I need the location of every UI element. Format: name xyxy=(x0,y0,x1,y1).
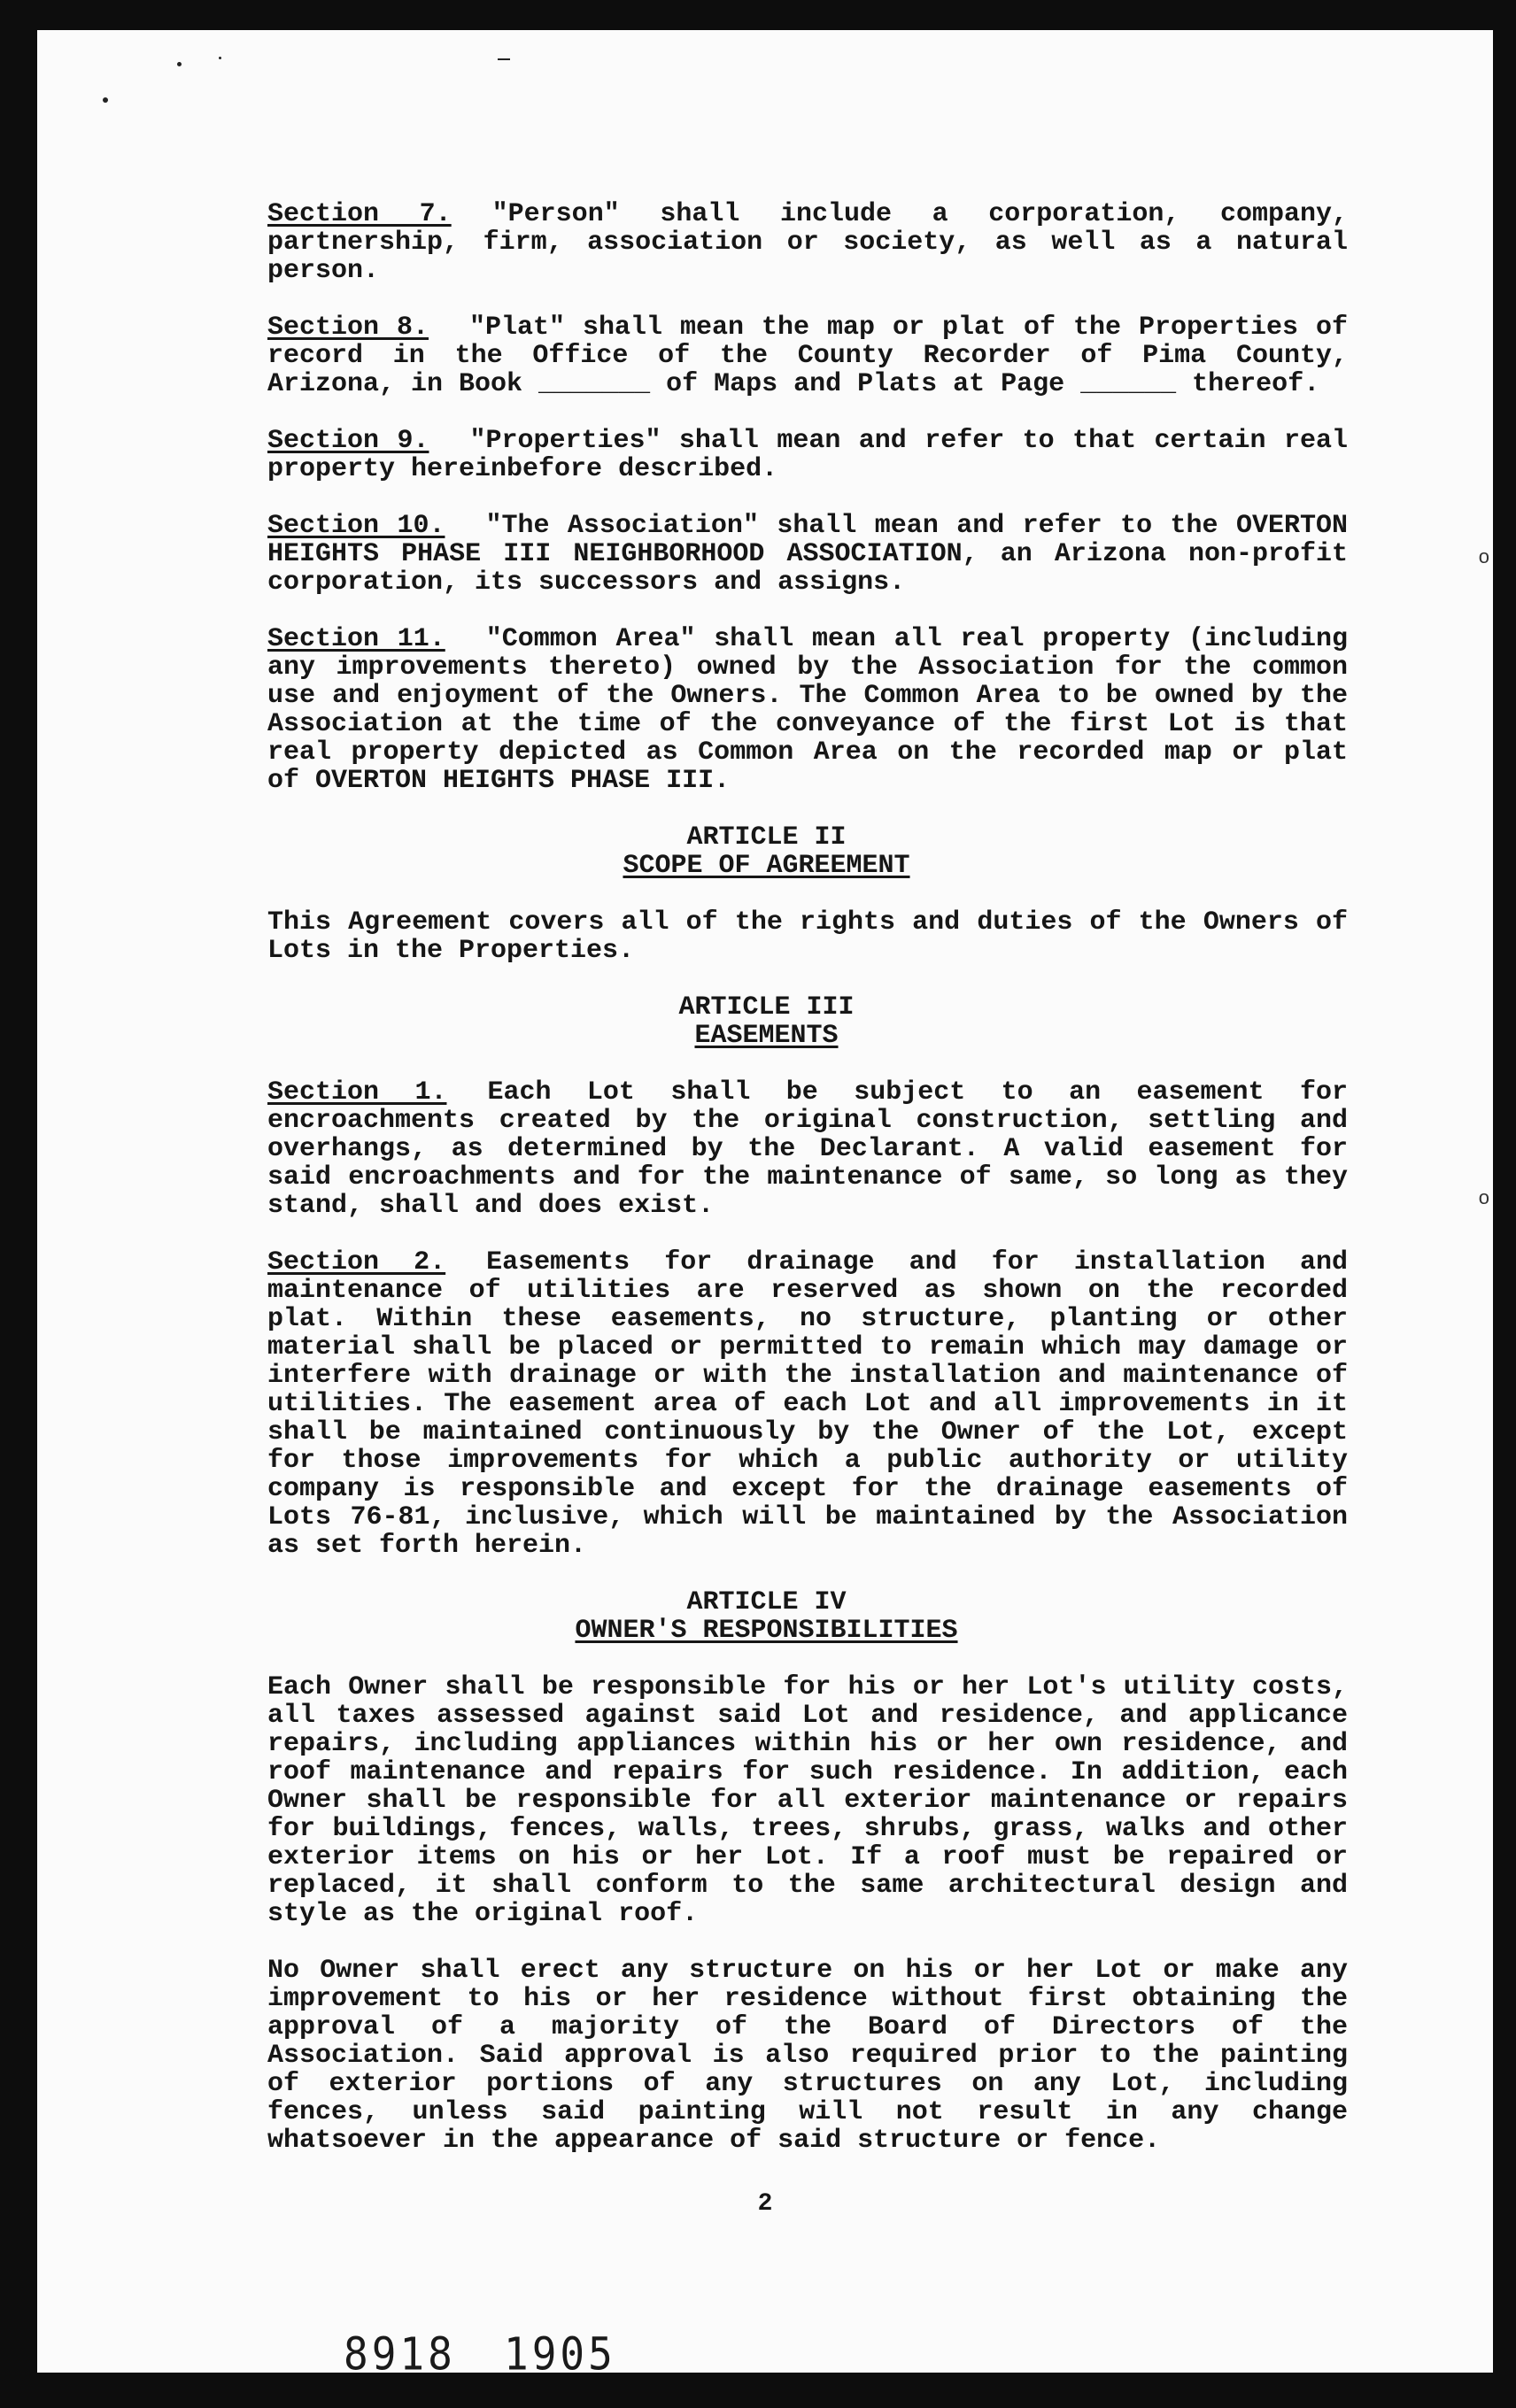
recording-page: 1905 xyxy=(504,2327,616,2373)
scan-speck xyxy=(103,97,108,103)
margin-mark: o xyxy=(1478,545,1489,567)
scan-speck xyxy=(498,58,510,60)
article-title-text: SCOPE OF AGREEMENT xyxy=(623,851,910,881)
section-9 xyxy=(185,427,1348,483)
document-page xyxy=(37,30,1493,2373)
owner-responsibility-paragraph: Each Owner shall be responsible for his or her Lot's utility costs, all taxes assessed against said Lot and residence, and applicance repairs, including appliances within his or her own residence, and roof maintenance and repairs for such residence. In addition, each Owner shall be responsible for all exterior maintenance or repairs for buildings, fences, walls, trees, shrubs, grass, walks and other exterior items on his or her Lot. If a roof must be repaired or replaced, it shall conform to the same architectural design and style as the original roof. xyxy=(267,1672,1348,1929)
section-8 xyxy=(185,313,1348,398)
document-body xyxy=(185,200,1348,2183)
section-11 xyxy=(185,625,1348,795)
scan-speck xyxy=(219,57,221,59)
section-label: Section 10. xyxy=(267,511,445,541)
article-number: ARTICLE IV xyxy=(686,1587,847,1617)
section-10 xyxy=(185,512,1348,597)
article-2-heading xyxy=(185,823,1348,880)
section-label: Section 8. xyxy=(267,313,429,343)
section-text: Each Lot shall be subject to an easement for encroachments created by the original construction, settling and overhangs, as determined by the Declarant. A valid easement for said encroachments and for the maintenance of same, so long as they stand, shall and does exist. xyxy=(267,1077,1349,1221)
section-label: Section 9. xyxy=(267,426,429,456)
article-title-text: OWNER'S RESPONSIBILITIES xyxy=(575,1616,958,1646)
section-text: Easements for drainage and for installation and maintenance of utilities are reserved as shown on the recorded plat. Within these easements, no structure, planting or other material shall be placed or permitted to remain which may damage or interfere with drainage or with the installation and maintenance of utilities. The easement area of each Lot and all improvements in it shall be maintained continuously by the Owner of the Lot, except for those improvements for which a public authority or utility company is responsible and except for the drainage easements of Lots 76-81, inclusive, which will be maintained by the Association as set forth herein. xyxy=(267,1247,1349,1561)
section-text: "Common Area" shall mean all real property (including any improvements thereto) owned by the Association for the common use and enjoyment of the Owners. The Common Area to be owned by the Association at the time of the conveyance of the first Lot is that real property depicted as Common Area on the recorded map or plat of OVERTON HEIGHTS PHASE III. xyxy=(267,624,1348,796)
section-label: Section 7. xyxy=(267,199,452,229)
article-3-heading xyxy=(185,993,1348,1050)
section-text: "Person" shall include a corporation, company, partnership, firm, association or society, as well as a natural person. xyxy=(267,199,1348,286)
owner-approval-paragraph: No Owner shall erect any structure on his or her Lot or make any improvement to his or her residence without first obtaining the approval of a majority of the Board of Directors of the Association. Said approval is also required prior to the painting of exterior portions of any structures on any Lot, including fences, unless said painting will not result in any change whatsoever in the appearance of said structure or fence. xyxy=(267,1956,1348,2156)
article-title-text: EASEMENTS xyxy=(694,1021,839,1051)
margin-mark: o xyxy=(1478,1186,1489,1208)
scan-speck xyxy=(177,62,182,66)
article-number: ARTICLE III xyxy=(678,992,855,1023)
section-text: "Properties" shall mean and refer to that certain real property hereinbefore described. xyxy=(267,426,1348,484)
article-2-body: This Agreement covers all of the rights and duties of the Owners of Lots in the Properties. xyxy=(267,907,1348,966)
section-label: Section 2. xyxy=(267,1247,446,1277)
easement-section-1 xyxy=(185,1078,1348,1220)
section-text: "Plat" shall mean the map or plat of the Properties of record in the Office of the County Recorder of Pima County, Arizona, in Book _______ of Maps and Plats at Page ______ thereof. xyxy=(267,313,1348,399)
recording-docket: 8918 xyxy=(344,2327,456,2373)
section-label: Section 11. xyxy=(267,624,445,654)
article-number: ARTICLE II xyxy=(686,822,847,853)
section-7 xyxy=(185,200,1348,285)
easement-section-2 xyxy=(185,1248,1348,1560)
article-title xyxy=(185,1022,1348,1050)
section-text: "The Association" shall mean and refer to the OVERTON HEIGHTS PHASE III NEIGHBORHOOD ASSOCIATION, an Arizona non-profit corporation, its successors and assigns. xyxy=(267,511,1348,598)
article-title xyxy=(185,1617,1348,1645)
article-4-heading xyxy=(185,1588,1348,1645)
article-title xyxy=(185,852,1348,880)
section-label: Section 1. xyxy=(267,1077,447,1108)
page-number: 2 xyxy=(757,2190,773,2218)
